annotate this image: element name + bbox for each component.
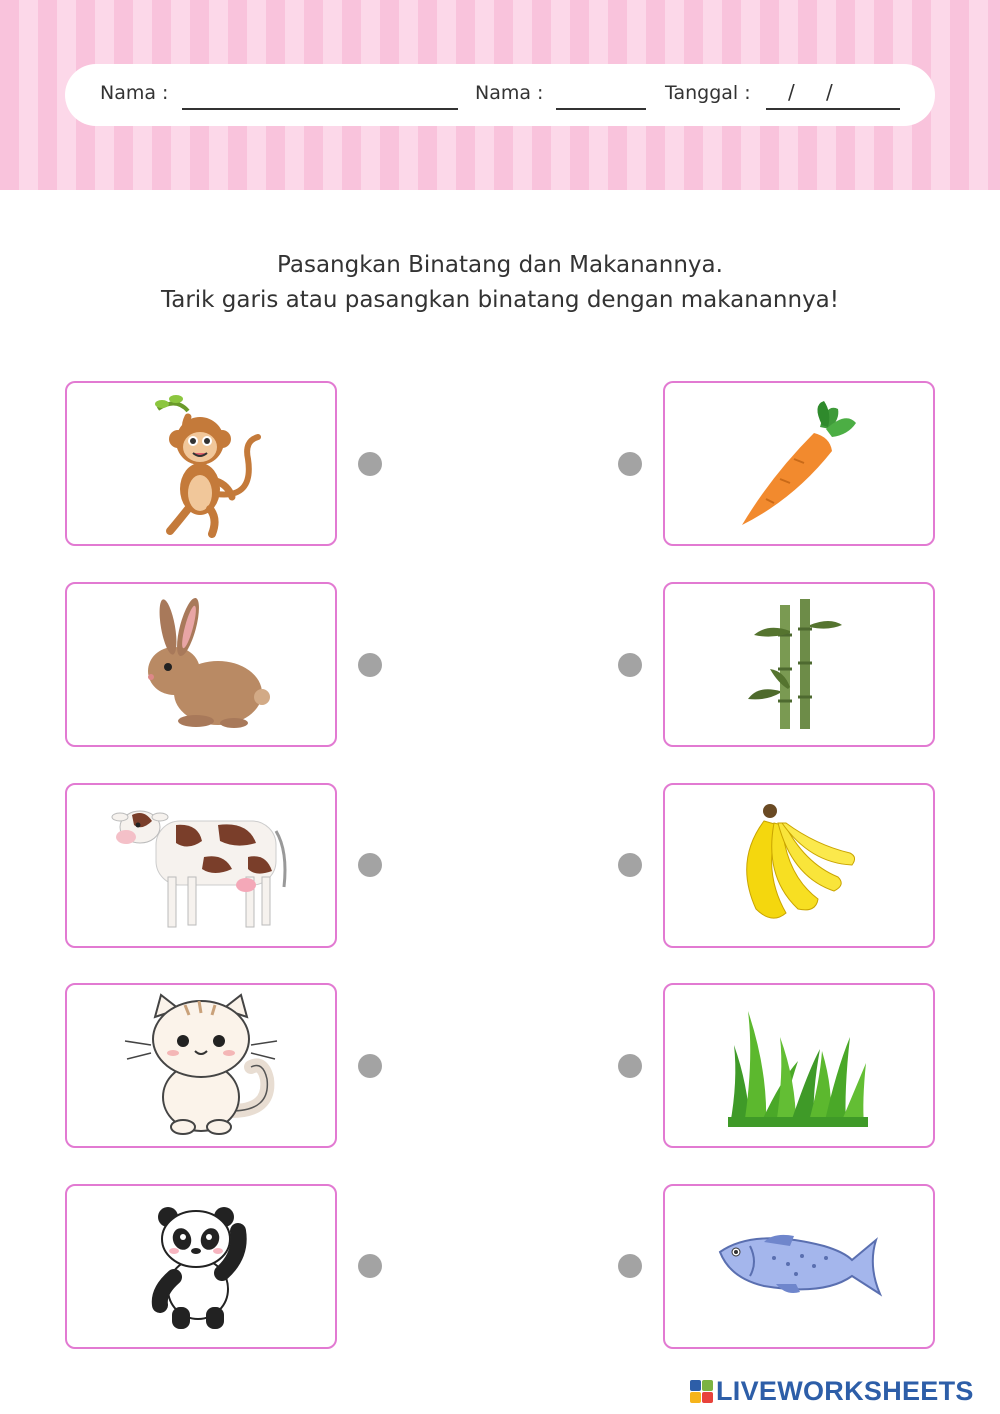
food-dot-3[interactable] [618,853,642,877]
banana-icon [734,801,864,931]
instruction-subtitle: Tarik garis atau pasangkan binatang dengan makanannya! [160,287,840,313]
food-card-bamboo[interactable] [663,582,935,747]
brand-logo [690,1374,974,1408]
panda-icon [146,1199,256,1334]
animal-dot-2[interactable] [358,653,382,677]
animal-card-panda[interactable] [65,1184,337,1349]
instruction-title: Pasangkan Binatang dan Makanannya. [277,252,723,278]
cat-icon [121,991,281,1141]
fish-icon [714,1222,884,1312]
food-card-carrot[interactable] [663,381,935,546]
name-input-2[interactable] [556,108,646,110]
food-dot-5[interactable] [618,1254,642,1278]
animal-card-rabbit[interactable] [65,582,337,747]
food-dot-1[interactable] [618,452,642,476]
animal-dot-4[interactable] [358,1054,382,1078]
food-card-banana[interactable] [663,783,935,948]
brand-text: LIVEWORKSHEETS [716,1375,974,1406]
name-label-2: Nama : [475,82,544,104]
monkey-icon [136,389,266,539]
name-input-1[interactable] [182,108,458,110]
animal-dot-1[interactable] [358,452,382,476]
rabbit-icon [126,595,276,735]
date-separator-2: / [826,80,833,104]
animal-dot-5[interactable] [358,1254,382,1278]
carrot-icon [734,399,864,529]
animal-card-cow[interactable] [65,783,337,948]
grass-icon [724,1001,874,1131]
food-dot-2[interactable] [618,653,642,677]
date-label: Tanggal : [665,82,751,104]
food-dot-4[interactable] [618,1054,642,1078]
date-separator-1: / [788,80,795,104]
animal-card-cat[interactable] [65,983,337,1148]
name-label-1: Nama : [100,82,169,104]
food-card-grass[interactable] [663,983,935,1148]
brand-grid-icon [690,1380,713,1403]
bamboo-icon [744,595,854,735]
animal-dot-3[interactable] [358,853,382,877]
food-card-fish[interactable] [663,1184,935,1349]
cow-icon [106,791,296,941]
date-input[interactable] [766,108,900,110]
animal-card-monkey[interactable] [65,381,337,546]
